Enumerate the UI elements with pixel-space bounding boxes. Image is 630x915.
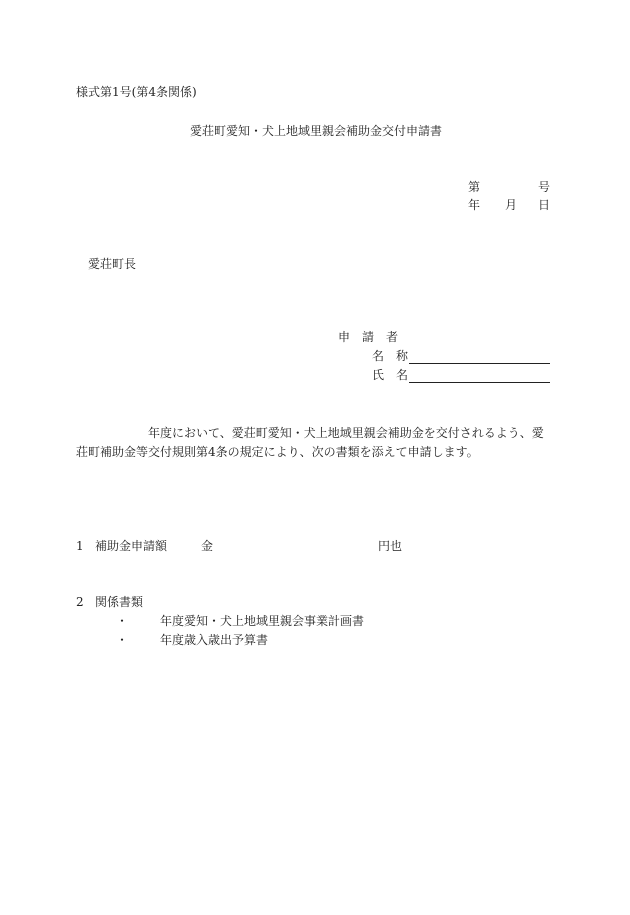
document-bullet: ・ bbox=[116, 633, 129, 647]
document-bullet: ・ bbox=[116, 614, 129, 628]
applicant-name-row bbox=[372, 350, 550, 364]
name-label: 名 称 bbox=[372, 349, 409, 363]
date-month: 月 bbox=[505, 198, 518, 212]
date-day: 日 bbox=[537, 198, 550, 212]
document-item: 年度歳入歳出予算書 bbox=[160, 633, 269, 647]
item2-number: 2 bbox=[76, 595, 84, 609]
person-label: 氏 名 bbox=[372, 368, 409, 382]
item1-label: 補助金申請額 bbox=[95, 539, 168, 553]
applicant-heading: 申 請 者 bbox=[338, 330, 399, 344]
applicant-person-row bbox=[372, 369, 550, 383]
person-field-line[interactable] bbox=[409, 382, 550, 383]
application-body-text: 年度において、愛荘町愛知・犬上地域里親会補助金を交付されるよう、愛荘町補助金等交付規則第4条の規定により、次の書類を添えて申請します。 bbox=[76, 426, 544, 459]
item2-label: 関係書類 bbox=[95, 595, 144, 609]
addressee: 愛荘町長 bbox=[88, 257, 137, 271]
document-title: 愛荘町愛知・犬上地域里親会補助金交付申請書 bbox=[190, 124, 443, 138]
number-prefix: 第 bbox=[468, 180, 481, 194]
date-year: 年 bbox=[468, 198, 481, 212]
item1-kin: 金 bbox=[201, 539, 214, 553]
number-suffix: 号 bbox=[537, 180, 550, 194]
document-item: 年度愛知・犬上地域里親会事業計画書 bbox=[160, 614, 365, 628]
name-field-line[interactable] bbox=[409, 363, 550, 364]
item1-yen: 円也 bbox=[378, 539, 403, 553]
item1-number: 1 bbox=[76, 539, 84, 553]
form-number: 様式第1号(第4条関係) bbox=[76, 85, 197, 99]
